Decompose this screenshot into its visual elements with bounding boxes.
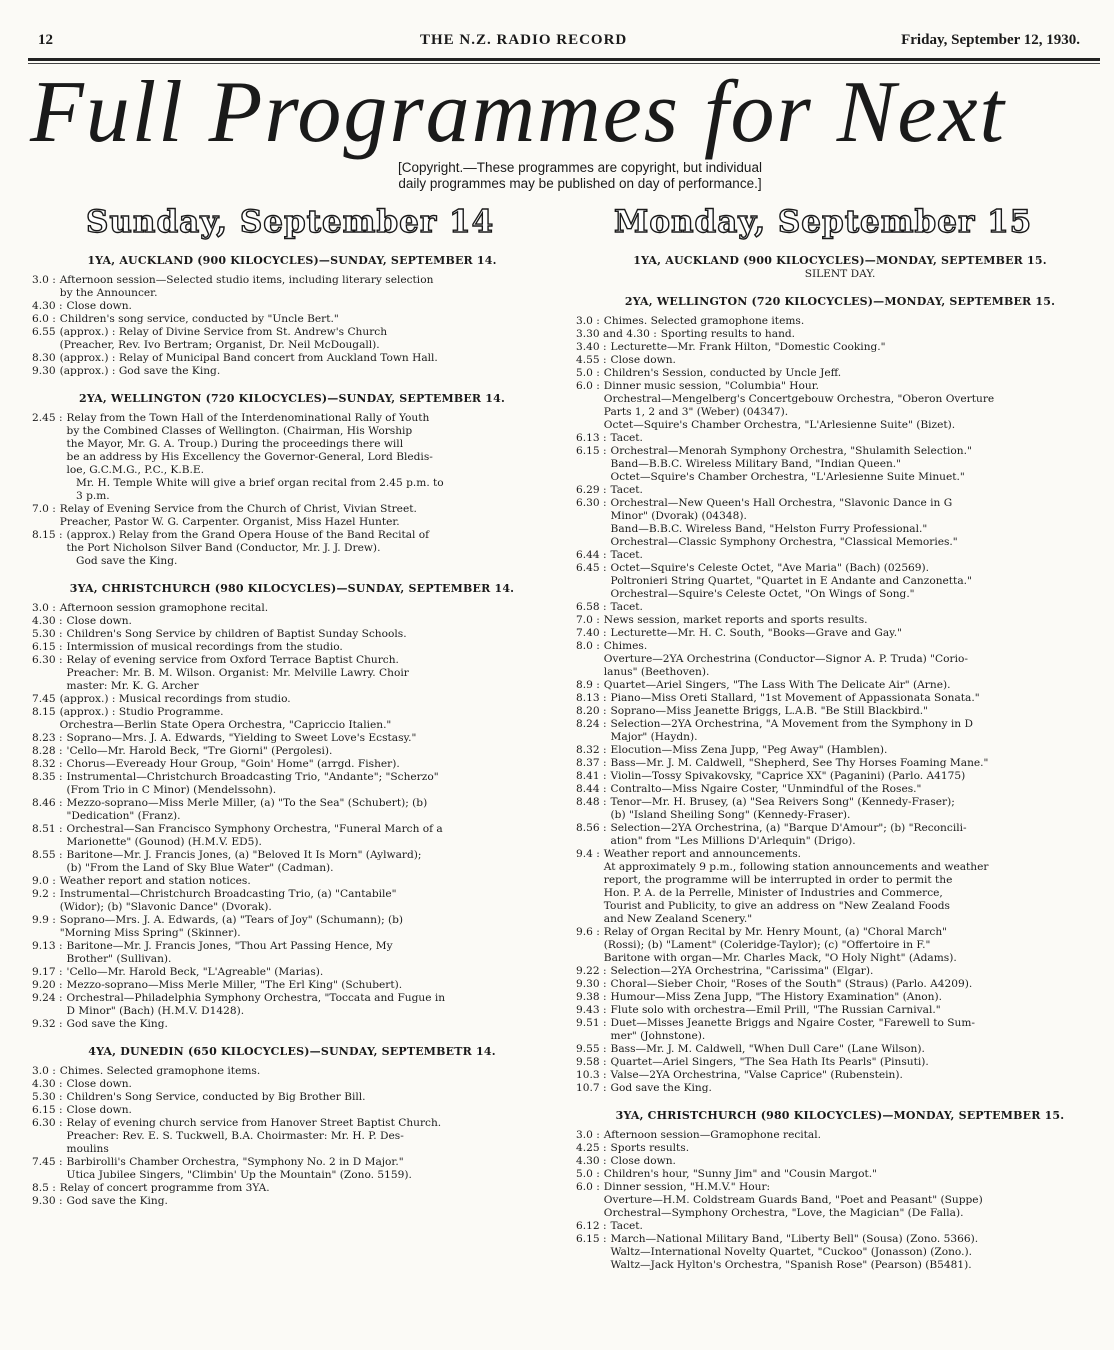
station-section (576, 295, 1104, 1095)
programme-item (576, 718, 1104, 744)
programme-item (32, 615, 552, 628)
item-time: 8.15 : (32, 529, 63, 541)
programme-item (576, 783, 1104, 796)
programme-item (576, 640, 1104, 679)
item-time: 6.30 : (32, 654, 63, 666)
station-section (32, 582, 552, 1031)
item-time: 6.0 : (576, 1181, 600, 1193)
item-time: 8.20 : (576, 705, 607, 717)
programme-item (32, 732, 552, 745)
item-text: God save the King. (610, 1082, 712, 1094)
item-time: 10.7 : (576, 1082, 607, 1094)
item-text: Weather report and announcements. At approximately 9 p.m., following station announcements and weather report, the programme will be interrupted in order to permit the Hon. P. A. de la Perrelle, Minister of Industries and Commerce, Tourist and Publicity, to give an address on "New Zealand Foods and New Zealand Scenery." (603, 848, 989, 925)
item-time: 7.40 : (576, 627, 607, 639)
item-time: 9.30 : (32, 1195, 63, 1207)
station-heading: 3YA, CHRISTCHURCH (980 KILOCYCLES)—MONDAY, SEPTEMBER 15. (615, 1109, 1065, 1122)
item-text: Valse—2YA Orchestrina, "Valse Caprice" (Rubenstein). (610, 1069, 903, 1081)
item-time: 4.30 : (576, 1155, 607, 1167)
item-text: March—National Military Band, "Liberty Bell" (Sousa) (Zono. 5366). Waltz—International Novelty Quartet, "Cuckoo" (Jonasson) (Zono.). Waltz—Jack Hylton's Orchestra, "Spanish Rose" (Pearson) (B5481). (610, 1233, 979, 1271)
item-text: Intermission of musical recordings from the studio. (66, 641, 343, 653)
item-time: 4.30 : (32, 300, 63, 312)
programme-item (576, 1181, 1104, 1220)
programme-item (32, 1078, 552, 1091)
programme-item (576, 757, 1104, 770)
item-time: 8.23 : (32, 732, 63, 744)
item-time: 4.30 : (32, 1078, 63, 1090)
item-text: 'Cello—Mr. Harold Beck, "L'Agreable" (Marias). (66, 966, 324, 978)
station-heading: 4YA, DUNEDIN (650 KILOCYCLES)—SUNDAY, SEPTEMBETR 14. (88, 1045, 496, 1058)
item-text: Afternoon session gramophone recital. (59, 602, 269, 614)
item-time: 6.55 (32, 326, 56, 338)
item-time: 3.0 : (32, 1065, 56, 1077)
item-text: Selection—2YA Orchestrina, "A Movement from the Symphony in D Major" (Haydn). (610, 718, 973, 743)
station-section (32, 1045, 552, 1208)
item-text: (approx.) : Relay of Divine Service from St. Andrew's Church (Preacher, Rev. Ivo Bertram; Organist, Dr. Neil McDougall). (59, 326, 388, 351)
item-time: 8.5 : (32, 1182, 56, 1194)
programme-item (576, 614, 1104, 627)
programme-item (576, 926, 1104, 965)
programme-item (576, 1155, 1104, 1168)
item-time: 5.0 : (576, 367, 600, 379)
item-time: 8.9 : (576, 679, 600, 691)
programme-item (32, 888, 552, 914)
item-time: 9.22 : (576, 965, 607, 977)
item-text: Soprano—Mrs. J. A. Edwards, "Yielding to Sweet Love's Ecstasy." (66, 732, 417, 744)
item-text: Elocution—Miss Zena Jupp, "Peg Away" (Hamblen). (610, 744, 888, 756)
item-text: Children's song service, conducted by "Uncle Bert." (59, 313, 339, 325)
programme-item (576, 1142, 1104, 1155)
item-text: Bass—Mr. J. M. Caldwell, "When Dull Care" (Lane Wilson). (610, 1043, 925, 1055)
programme-item (576, 965, 1104, 978)
item-text: Relay of Evening Service from the Church of Christ, Vivian Street. Preacher, Pastor W. G. Carpenter. Organist, Miss Hazel Hunter. (59, 503, 417, 528)
station-section (576, 1109, 1104, 1272)
item-time: 8.44 : (576, 783, 607, 795)
item-time: 8.28 : (32, 745, 63, 757)
page-number: 12 (38, 32, 53, 48)
item-time: 9.32 : (32, 1018, 63, 1030)
item-time: 3.30 and 4.30 : (576, 328, 657, 340)
programme-item (576, 978, 1104, 991)
programme-item (576, 432, 1104, 445)
item-time: 6.15 : (32, 1104, 63, 1116)
item-text: Instrumental—Christchurch Broadcasting Trio, "Andante"; "Scherzo" (From Trio in C Minor) (Mendelssohn). (66, 771, 439, 796)
item-text: Baritone—Mr. J. Francis Jones, "Thou Art Passing Hence, My Brother" (Sullivan). (66, 940, 393, 965)
item-time: 6.15 : (576, 445, 607, 457)
item-text: Bass—Mr. J. M. Caldwell, "Shepherd, See Thy Horses Foaming Mane." (610, 757, 989, 769)
item-text: (approx.) Relay from the Grand Opera House of the Band Recital of the Port Nicholson Silver Band (Conductor, Mr. J. J. Drew). (66, 529, 430, 554)
item-time: 5.0 : (576, 1168, 600, 1180)
programme-item (32, 979, 552, 992)
item-text: Close down. (610, 354, 676, 366)
item-text: Dinner session, "H.M.V." Hour: Overture—H.M. Coldstream Guards Band, "Poet and Peasant" (Suppe) Orchestral—Symphony Orchestra, "Love, the Magician" (De Falla). (603, 1181, 983, 1219)
programme-item (576, 679, 1104, 692)
programme-item (32, 503, 552, 529)
item-time: 7.0 : (576, 614, 600, 626)
programme-item (576, 744, 1104, 757)
station-subheading: SILENT DAY. (804, 268, 876, 280)
item-text: Chorus—Eveready Hour Group, "Goin' Home" (arrgd. Fisher). (66, 758, 400, 770)
day-heading-sunday: Sunday, September 14 (86, 204, 495, 240)
item-time: 9.30 (32, 365, 56, 377)
programme-item (32, 1104, 552, 1117)
item-time: 9.4 : (576, 848, 600, 860)
item-time: 6.12 : (576, 1220, 607, 1232)
programme-item (32, 477, 552, 503)
programme-item (576, 796, 1104, 822)
item-text: Mezzo-soprano—Miss Merle Miller, "The Erl King" (Schubert). (66, 979, 403, 991)
item-time: 8.35 : (32, 771, 63, 783)
programme-item (576, 341, 1104, 354)
item-time: 6.13 : (576, 432, 607, 444)
publication-title: THE N.Z. RADIO RECORD (420, 32, 628, 48)
programme-item (576, 1082, 1104, 1095)
item-text: Children's Song Service by children of Baptist Sunday Schools. (66, 628, 407, 640)
item-text: Afternoon session—Selected studio items, including literary selection by the Announcer. (59, 274, 434, 299)
item-text: 'Cello—Mr. Harold Beck, "Tre Giorni" (Pergolesi). (66, 745, 333, 757)
item-time: 8.37 : (576, 757, 607, 769)
programme-item (576, 484, 1104, 497)
programme-item (576, 367, 1104, 380)
programme-item (576, 1043, 1104, 1056)
page-header (30, 32, 1080, 56)
item-time: 3.0 : (32, 602, 56, 614)
item-text: Tacet. (610, 1220, 643, 1232)
copyright-note: [Copyright.—These programmes are copyright, but individual daily programmes may be published on day of performance.] (398, 160, 762, 191)
programme-item (32, 412, 552, 477)
programme-item (32, 628, 552, 641)
station-section (32, 254, 552, 378)
item-time: 4.30 : (32, 615, 63, 627)
programme-item (32, 274, 552, 300)
programme-item (32, 849, 552, 875)
item-text: Children's Song Service, conducted by Big Brother Bill. (66, 1091, 366, 1103)
programme-item (32, 555, 552, 568)
item-text: Lecturette—Mr. Frank Hilton, "Domestic Cooking." (610, 341, 886, 353)
issue-date: Friday, September 12, 1930. (901, 32, 1080, 48)
item-text: Flute solo with orchestra—Emil Prill, "The Russian Carnival." (610, 1004, 941, 1016)
item-text: Orchestral—Philadelphia Symphony Orchestra, "Toccata and Fugue in D Minor" (Bach) (H.M.V. D1428). (66, 992, 446, 1017)
day-heading-monday: Monday, September 15 (614, 204, 1033, 240)
item-time: 8.15 (32, 706, 56, 718)
programme-item (32, 352, 552, 365)
item-text: Orchestral—New Queen's Hall Orchestra, "Slavonic Dance in G Minor" (Dvorak) (04348). Band—B.B.C. Wireless Band, "Helston Furry Professional." Orchestral—Classic Symphony Orchestra, "Classical Memories." (610, 497, 958, 548)
item-text: Soprano—Miss Jeanette Briggs, L.A.B. "Be Still Blackbird." (610, 705, 929, 717)
station-section (576, 254, 1104, 281)
programme-item (32, 875, 552, 888)
item-time: 6.30 : (32, 1117, 63, 1129)
item-text: Contralto—Miss Ngaire Coster, "Unmindful of the Roses." (610, 783, 922, 795)
programme-item (576, 328, 1104, 341)
programme-item (32, 1091, 552, 1104)
programme-item (576, 601, 1104, 614)
item-text: Choral—Sieber Choir, "Roses of the South" (Straus) (Parlo. A4209). (610, 978, 973, 990)
header-rule (28, 58, 1100, 61)
programme-item (576, 991, 1104, 1004)
banner-title: Full Programmes for Next (30, 64, 1006, 161)
item-text: Tacet. (610, 484, 643, 496)
programme-item (576, 627, 1104, 640)
item-text: Close down. (66, 300, 132, 312)
programme-item (576, 1017, 1104, 1043)
item-text: Instrumental—Christchurch Broadcasting Trio, (a) "Cantabile" (Widor); (b) "Slavonic Dance" (Dvorak). (59, 888, 397, 913)
item-text: Chimes. Overture—2YA Orchestrina (Conductor—Signor A. P. Truda) "Corio- lanus" (Beethoven). (603, 640, 968, 678)
item-time: 9.13 : (32, 940, 63, 952)
item-text: Quartet—Ariel Singers, "The Lass With The Delicate Air" (Arne). (603, 679, 951, 691)
item-text: Relay of evening service from Oxford Terrace Baptist Church. Preacher: Mr. B. M. Wilson. Organist: Mr. Melville Lawry. Choir master: Mr. K. G. Archer (66, 654, 409, 692)
programme-item (32, 1117, 552, 1156)
item-time: 6.44 : (576, 549, 607, 561)
item-text: News session, market reports and sports results. (603, 614, 868, 626)
item-time: 10.3 : (576, 1069, 607, 1081)
programme-item (576, 1004, 1104, 1017)
item-time: 6.15 : (32, 641, 63, 653)
item-time: 9.43 : (576, 1004, 607, 1016)
item-text: God save the King. (66, 1195, 168, 1207)
programme-item (576, 692, 1104, 705)
programme-item (576, 497, 1104, 549)
item-time: 8.41 : (576, 770, 607, 782)
programme-item (576, 549, 1104, 562)
item-time: 9.55 : (576, 1043, 607, 1055)
item-time: 7.45 (32, 693, 56, 705)
programme-item (32, 797, 552, 823)
programme-item (32, 641, 552, 654)
item-time: 4.55 : (576, 354, 607, 366)
item-time: 8.51 : (32, 823, 63, 835)
programme-item (576, 822, 1104, 848)
item-text: Afternoon session—Gramophone recital. (603, 1129, 821, 1141)
item-text: God save the King. (66, 1018, 168, 1030)
item-text: Orchestral—Menorah Symphony Orchestra, "Shulamith Selection." Band—B.B.C. Wireless Military Band, "Indian Queen." Octet—Squire's Chamber Orchestra, "L'Arlesienne Suite Minuet." (610, 445, 972, 483)
item-text: Humour—Miss Zena Jupp, "The History Examination" (Anon). (610, 991, 942, 1003)
item-time: 3.40 : (576, 341, 607, 353)
item-time: 8.56 : (576, 822, 607, 834)
item-time: 7.0 : (32, 503, 56, 515)
programme-item (576, 380, 1104, 432)
item-text: God save the King. (76, 555, 178, 567)
item-time: 9.38 : (576, 991, 607, 1003)
programme-item (32, 758, 552, 771)
item-time: 3.0 : (32, 274, 56, 286)
item-text: Barbirolli's Chamber Orchestra, "Symphony No. 2 in D Major." Utica Jubilee Singers, "Climbin' Up the Mountain" (Zono. 5159). (66, 1156, 412, 1181)
item-time: 8.0 : (576, 640, 600, 652)
station-heading: 1YA, AUCKLAND (900 KILOCYCLES)—MONDAY, SEPTEMBER 15. (633, 254, 1047, 267)
programme-item (576, 1220, 1104, 1233)
item-text: Tacet. (610, 601, 643, 613)
item-time: 9.2 : (32, 888, 56, 900)
item-text: Mr. H. Temple White will give a brief organ recital from 2.45 p.m. to 3 p.m. (76, 477, 444, 502)
item-time: 2.45 : (32, 412, 63, 424)
programme-item (576, 1069, 1104, 1082)
item-text: (approx.) : God save the King. (59, 365, 221, 377)
item-time: 4.25 : (576, 1142, 607, 1154)
item-text: (approx.) : Musical recordings from studio. (59, 693, 291, 705)
item-text: Relay from the Town Hall of the Interdenominational Rally of Youth by the Combined Classes of Wellington. (Chairman, His Worship the Mayor, Mr. G. A. Troup.) During the proceedings there will be an address by His Excellency the Governor-General, Lord Bledis- loe, G.C.M.G., P.C., K.B.E. (66, 412, 433, 476)
programme-item (32, 940, 552, 966)
item-time: 9.51 : (576, 1017, 607, 1029)
item-time: 8.46 : (32, 797, 63, 809)
item-time: 8.32 : (32, 758, 63, 770)
programme-item (32, 365, 552, 378)
programme-item (32, 771, 552, 797)
item-time: 6.45 : (576, 562, 607, 574)
programme-item (32, 966, 552, 979)
programme-item (32, 1156, 552, 1182)
item-text: Baritone—Mr. J. Francis Jones, (a) "Beloved It Is Morn" (Aylward); (b) "From the Land of Sky Blue Water" (Cadman). (66, 849, 422, 874)
item-text: Piano—Miss Oreti Stallard, "1st Movement of Appassionata Sonata." (610, 692, 980, 704)
item-time: 8.55 : (32, 849, 63, 861)
item-time: 8.13 : (576, 692, 607, 704)
programme-item (32, 823, 552, 849)
item-text: Selection—2YA Orchestrina, "Carissima" (Elgar). (610, 965, 874, 977)
item-time: 9.17 : (32, 966, 63, 978)
item-time: 6.58 : (576, 601, 607, 613)
item-text: Duet—Misses Jeanette Briggs and Ngaire Coster, "Farewell to Sum- mer" (Johnstone). (610, 1017, 975, 1042)
item-time: 5.30 : (32, 628, 63, 640)
item-time: 8.48 : (576, 796, 607, 808)
programme-item (576, 1233, 1104, 1272)
item-text: Relay of Organ Recital by Mr. Henry Mount, (a) "Choral March" (Rossi); (b) "Lament" (Coleridge-Taylor); (c) "Offertoire in F." Baritone with organ—Mr. Charles Mack, "O Holy Night" (Adams). (603, 926, 957, 964)
item-text: (approx.) : Studio Programme. Orchestra—Berlin State Opera Orchestra, "Capriccio Italien." (59, 706, 392, 731)
item-text: Close down. (610, 1155, 676, 1167)
item-text: Children's hour, "Sunny Jim" and "Cousin Margot." (603, 1168, 878, 1180)
item-text: Selection—2YA Orchestrina, (a) "Barque D'Amour"; (b) "Reconcili- ation" from "Les Millions D'Arlequin" (Drigo). (610, 822, 967, 847)
item-text: Close down. (66, 615, 132, 627)
sunday-column (32, 254, 552, 1208)
programme-item (32, 992, 552, 1018)
station-heading: 1YA, AUCKLAND (900 KILOCYCLES)—SUNDAY, SEPTEMBER 14. (87, 254, 497, 267)
programme-item (576, 1168, 1104, 1181)
item-text: (approx.) : Relay of Municipal Band concert from Auckland Town Hall. (59, 352, 438, 364)
programme-item (576, 848, 1104, 926)
item-text: Chimes. Selected gramophone items. (59, 1065, 261, 1077)
item-text: Sporting results to hand. (660, 328, 796, 340)
item-text: Mezzo-soprano—Miss Merle Miller, (a) "To the Sea" (Schubert); (b) "Dedication" (Franz). (66, 797, 428, 822)
programme-item (576, 445, 1104, 484)
item-time: 9.6 : (576, 926, 600, 938)
item-time: 6.0 : (32, 313, 56, 325)
item-time: 6.0 : (576, 380, 600, 392)
item-text: Lecturette—Mr. H. C. South, "Books—Grave and Gay." (610, 627, 902, 639)
item-text: Sports results. (610, 1142, 690, 1154)
programme-item (32, 1065, 552, 1078)
item-text: Children's Session, conducted by Uncle Jeff. (603, 367, 842, 379)
item-time: 9.9 : (32, 914, 56, 926)
item-time: 8.32 : (576, 744, 607, 756)
item-time: 8.30 (32, 352, 56, 364)
item-text: Tenor—Mr. H. Brusey, (a) "Sea Reivers Song" (Kennedy-Fraser); (b) "Island Sheiling Song" (Kennedy-Fraser). (610, 796, 955, 821)
item-time: 9.30 : (576, 978, 607, 990)
programme-item (32, 602, 552, 615)
monday-column (576, 254, 1104, 1272)
programme-item (576, 770, 1104, 783)
item-time: 9.24 : (32, 992, 63, 1004)
programme-item (32, 1195, 552, 1208)
item-text: Relay of evening church service from Hanover Street Baptist Church. Preacher: Rev. E. S. Tuckwell, B.A. Choirmaster: Mr. H. P. Des- moulins (66, 1117, 442, 1155)
item-text: Weather report and station notices. (59, 875, 251, 887)
item-time: 6.30 : (576, 497, 607, 509)
programme-item (32, 693, 552, 706)
item-time: 6.15 : (576, 1233, 607, 1245)
item-text: Close down. (66, 1078, 132, 1090)
item-text: Relay of concert programme from 3YA. (59, 1182, 270, 1194)
item-text: Tacet. (610, 432, 643, 444)
programme-item (32, 529, 552, 555)
item-text: Soprano—Mrs. J. A. Edwards, (a) "Tears of Joy" (Schumann); (b) "Morning Miss Spring" (Skinner). (59, 914, 404, 939)
item-time: 3.0 : (576, 315, 600, 327)
programme-item (32, 745, 552, 758)
item-text: Orchestral—San Francisco Symphony Orchestra, "Funeral March of a Marionette" (Gounod) (H.M.V. ED5). (66, 823, 443, 848)
item-text: Tacet. (610, 549, 643, 561)
programme-item (576, 315, 1104, 328)
station-heading: 3YA, CHRISTCHURCH (980 KILOCYCLES)—SUNDAY, SEPTEMBER 14. (69, 582, 515, 595)
programme-item (576, 705, 1104, 718)
item-time: 9.58 : (576, 1056, 607, 1068)
item-text: Chimes. Selected gramophone items. (603, 315, 805, 327)
programme-item (32, 706, 552, 732)
programme-item (576, 354, 1104, 367)
programme-item (32, 654, 552, 693)
programme-item (576, 1129, 1104, 1142)
programme-item (32, 313, 552, 326)
item-text: Octet—Squire's Celeste Octet, "Ave Maria" (Bach) (02569). Poltronieri String Quartet, "Quartet in E Andante and Canzonetta." Orchestral—Squire's Celeste Octet, "On Wings of Song." (610, 562, 972, 600)
item-time: 8.24 : (576, 718, 607, 730)
programme-item (576, 1056, 1104, 1069)
station-section (32, 392, 552, 568)
programme-item (32, 300, 552, 313)
programme-item (576, 562, 1104, 601)
station-heading: 2YA, WELLINGTON (720 KILOCYCLES)—MONDAY, SEPTEMBER 15. (624, 295, 1056, 308)
item-text: Violin—Tossy Spivakovsky, "Caprice XX" (Paganini) (Parlo. A4175) (610, 770, 966, 782)
station-heading: 2YA, WELLINGTON (720 KILOCYCLES)—SUNDAY, SEPTEMBER 14. (78, 392, 506, 405)
item-text: Dinner music session, "Columbia" Hour. Orchestral—Mengelberg's Concertgebouw Orchestra, "Oberon Overture Parts 1, 2 and 3" (Weber) (04347). Octet—Squire's Chamber Orchestra, "L'Arlesienne Suite" (Bizet). (603, 380, 995, 431)
item-text: Close down. (66, 1104, 132, 1116)
item-time: 7.45 : (32, 1156, 63, 1168)
item-time: 3.0 : (576, 1129, 600, 1141)
programme-item (32, 1182, 552, 1195)
item-time: 9.0 : (32, 875, 56, 887)
item-time: 5.30 : (32, 1091, 63, 1103)
item-time: 6.29 : (576, 484, 607, 496)
programme-item (32, 914, 552, 940)
programme-item (32, 326, 552, 352)
programme-item (32, 1018, 552, 1031)
item-time: 9.20 : (32, 979, 63, 991)
item-text: Quartet—Ariel Singers, "The Sea Hath Its Pearls" (Pinsuti). (610, 1056, 929, 1068)
